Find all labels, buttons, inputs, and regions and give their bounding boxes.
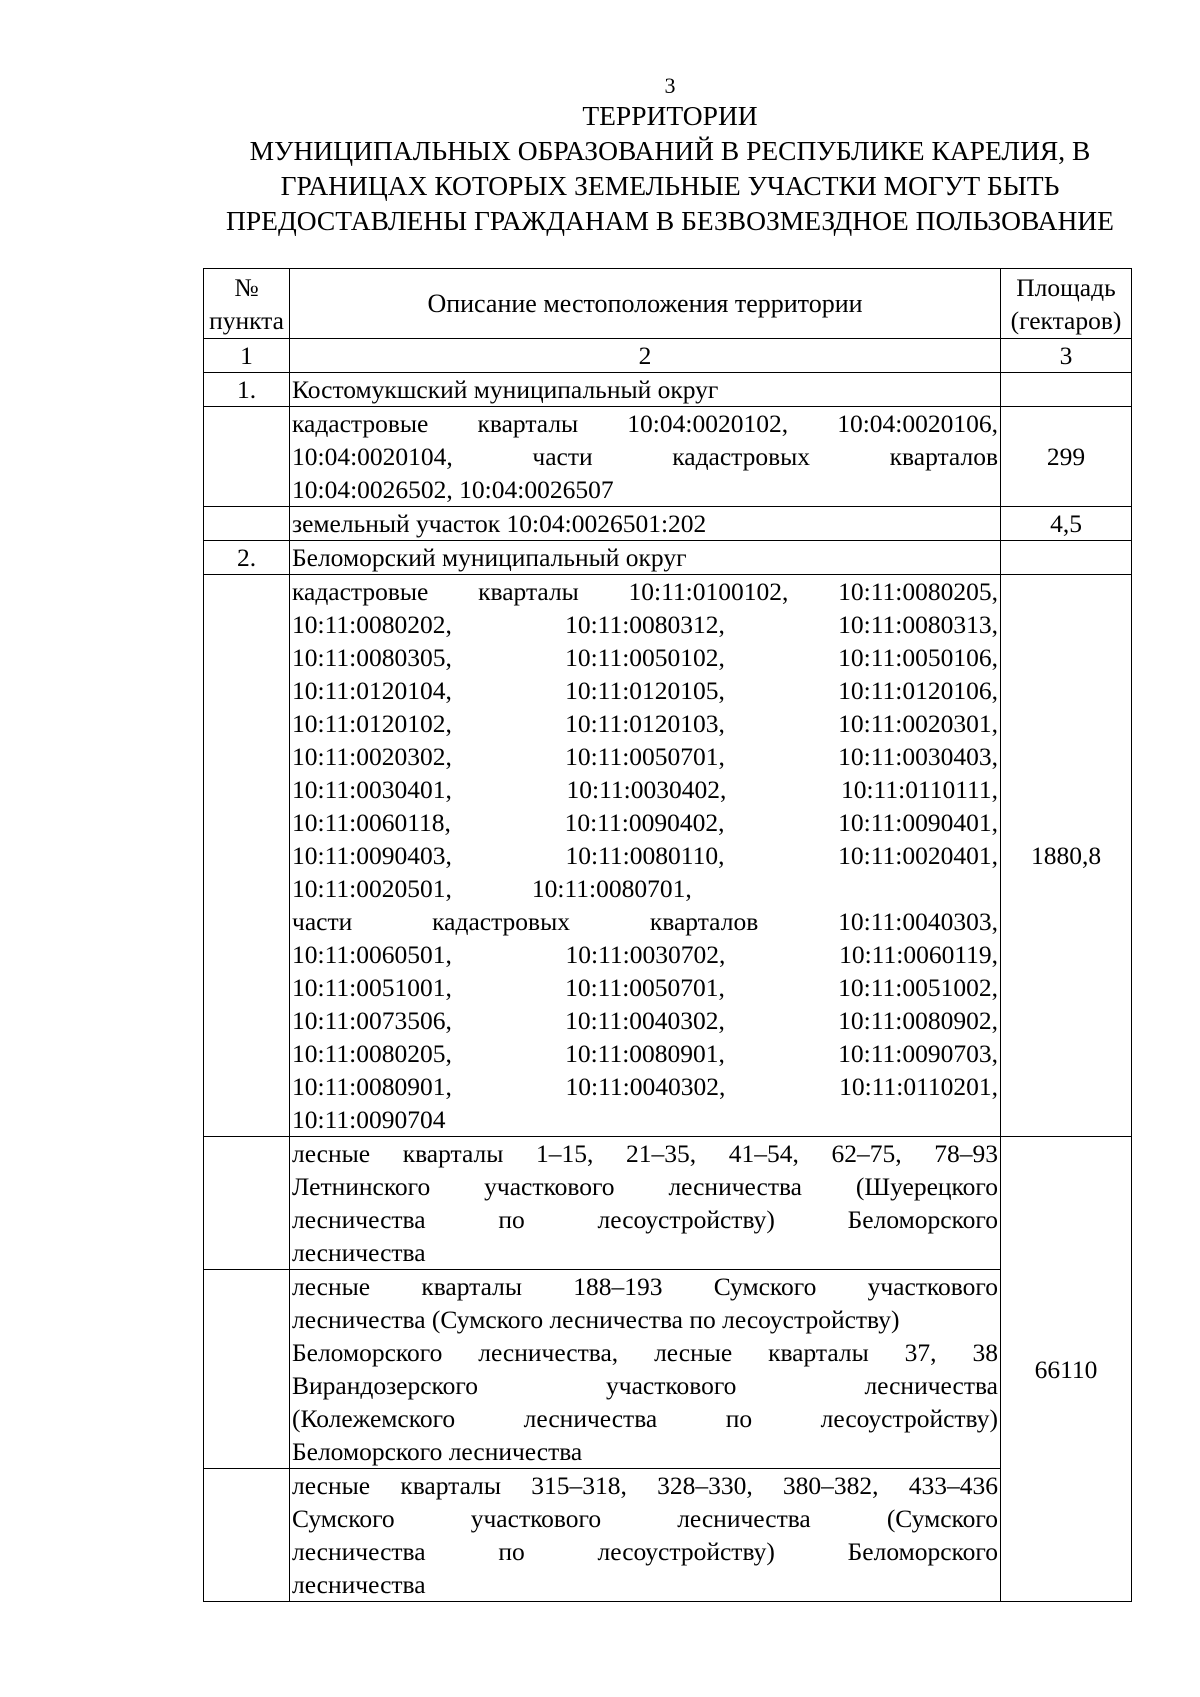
area-cell: [1001, 541, 1132, 575]
col-number: 1: [204, 339, 290, 373]
description-line: кадастровые кварталы 10:04:0020102, 10:04:0020106,: [292, 409, 998, 438]
table-row: [204, 1137, 1132, 1270]
table-row: [204, 1469, 1132, 1602]
description-line: 10:11:0080202, 10:11:0080312, 10:11:0080313,: [292, 610, 998, 639]
location-description: [290, 1137, 1001, 1270]
row-number: [204, 407, 290, 507]
description-line: кадастровые кварталы 10:11:0100102, 10:11:0080205,: [292, 577, 998, 606]
table-row: [204, 407, 1132, 507]
table-row: [204, 373, 1132, 407]
description-line: 10:11:0080305, 10:11:0050102, 10:11:0050106,: [292, 643, 998, 672]
table-row: [204, 541, 1132, 575]
description-line: 10:11:0020302, 10:11:0050701, 10:11:0030403,: [292, 742, 998, 771]
description-line: Вирандозерского участкового лесничества: [292, 1371, 998, 1400]
territories-table: [203, 268, 1132, 1602]
table-row: [204, 1270, 1132, 1469]
description-line: 10:11:0073506, 10:11:0040302, 10:11:0080902,: [292, 1006, 998, 1035]
description-line: 10:11:0120104, 10:11:0120105, 10:11:0120106,: [292, 676, 998, 705]
area-cell: 66110: [1001, 1137, 1132, 1602]
description-line: 10:11:0060501, 10:11:0030702, 10:11:0060119,: [292, 940, 998, 969]
title-line: ПРЕДОСТАВЛЕНЫ ГРАЖДАНАМ В БЕЗВОЗМЕЗДНОЕ ПОЛЬЗОВАНИЕ: [226, 205, 1114, 236]
description-line: лесничества (Сумского лесничества по лесоустройству): [292, 1305, 900, 1334]
area-cell: 299: [1001, 407, 1132, 507]
description-line: 10:11:0090403, 10:11:0080110, 10:11:0020401,: [292, 841, 998, 870]
header-desc: Описание местоположения территории: [290, 269, 1001, 339]
location-description: [290, 407, 1001, 507]
description-line: 10:04:0026502, 10:04:0026507: [292, 475, 614, 504]
page-number: 3: [664, 73, 676, 98]
description-line: Летнинского участкового лесничества (Шуерецкого: [292, 1172, 998, 1201]
area-cell: 4,5: [1001, 507, 1132, 541]
row-number: [204, 575, 290, 1137]
title-line: ТЕРРИТОРИИ: [582, 100, 758, 131]
description-line: 10:11:0060118, 10:11:0090402, 10:11:0090401,: [292, 808, 998, 837]
table-row: [204, 575, 1132, 1137]
description-line: 10:11:0051001, 10:11:0050701, 10:11:0051002,: [292, 973, 998, 1002]
row-number: [204, 1270, 290, 1469]
description-line: лесные кварталы 315–318, 328–330, 380–382, 433–436: [292, 1471, 998, 1500]
description-line: Беломорского лесничества: [292, 1437, 583, 1466]
municipality-name: Беломорский муниципальный округ: [290, 541, 1001, 575]
area-cell: 1880,8: [1001, 575, 1132, 1137]
description-line: 10:11:0030401, 10:11:0030402, 10:11:0110111,: [292, 775, 998, 804]
municipality-name: Костомукшский муниципальный округ: [290, 373, 1001, 407]
col-number: 2: [290, 339, 1001, 373]
description-line: Беломорского лесничества, лесные кварталы 37, 38: [292, 1338, 998, 1367]
row-number: [204, 507, 290, 541]
description-line: лесные кварталы 1–15, 21–35, 41–54, 62–75, 78–93: [292, 1139, 998, 1168]
description-line: 10:04:0020104, части кадастровых кварталов: [292, 442, 998, 471]
row-number: 2.: [204, 541, 290, 575]
description-line: (Колежемского лесничества по лесоустройству): [292, 1404, 998, 1433]
description-line: лесничества: [292, 1238, 426, 1267]
row-number: 1.: [204, 373, 290, 407]
location-description: земельный участок 10:04:0026501:202: [290, 507, 1001, 541]
title-line: ГРАНИЦАХ КОТОРЫХ ЗЕМЕЛЬНЫЕ УЧАСТКИ МОГУТ БЫТЬ: [280, 170, 1060, 201]
table-row: [204, 507, 1132, 541]
row-number: [204, 1137, 290, 1270]
document-title: [190, 98, 1150, 238]
description-line: части кадастровых кварталов 10:11:0040303,: [292, 907, 998, 936]
location-description: [290, 1270, 1001, 1469]
col-number: 3: [1001, 339, 1132, 373]
location-description: [290, 575, 1001, 1137]
description-line: лесные кварталы 188–193 Сумского участкового: [292, 1272, 998, 1301]
description-line: 10:11:0020501, 10:11:0080701,: [292, 874, 692, 903]
header-num: № пункта: [204, 269, 290, 339]
header-area: Площадь (гектаров): [1001, 269, 1132, 339]
description-line: лесничества по лесоустройству) Беломорского: [292, 1537, 998, 1566]
area-cell: [1001, 373, 1132, 407]
table-header-row: [204, 269, 1132, 339]
description-line: лесничества: [292, 1570, 426, 1599]
row-number: [204, 1469, 290, 1602]
column-numbers-row: [204, 339, 1132, 373]
description-line: 10:11:0080205, 10:11:0080901, 10:11:0090703,: [292, 1039, 998, 1068]
location-description: [290, 1469, 1001, 1602]
description-line: 10:11:0080901, 10:11:0040302, 10:11:0110201,: [292, 1072, 998, 1101]
description-line: 10:11:0090704: [292, 1105, 446, 1134]
description-line: Сумского участкового лесничества (Сумского: [292, 1504, 998, 1533]
description-line: лесничества по лесоустройству) Беломорского: [292, 1205, 998, 1234]
description-line: 10:11:0120102, 10:11:0120103, 10:11:0020301,: [292, 709, 998, 738]
title-line: МУНИЦИПАЛЬНЫХ ОБРАЗОВАНИЙ В РЕСПУБЛИКЕ КАРЕЛИЯ, В: [249, 135, 1091, 166]
